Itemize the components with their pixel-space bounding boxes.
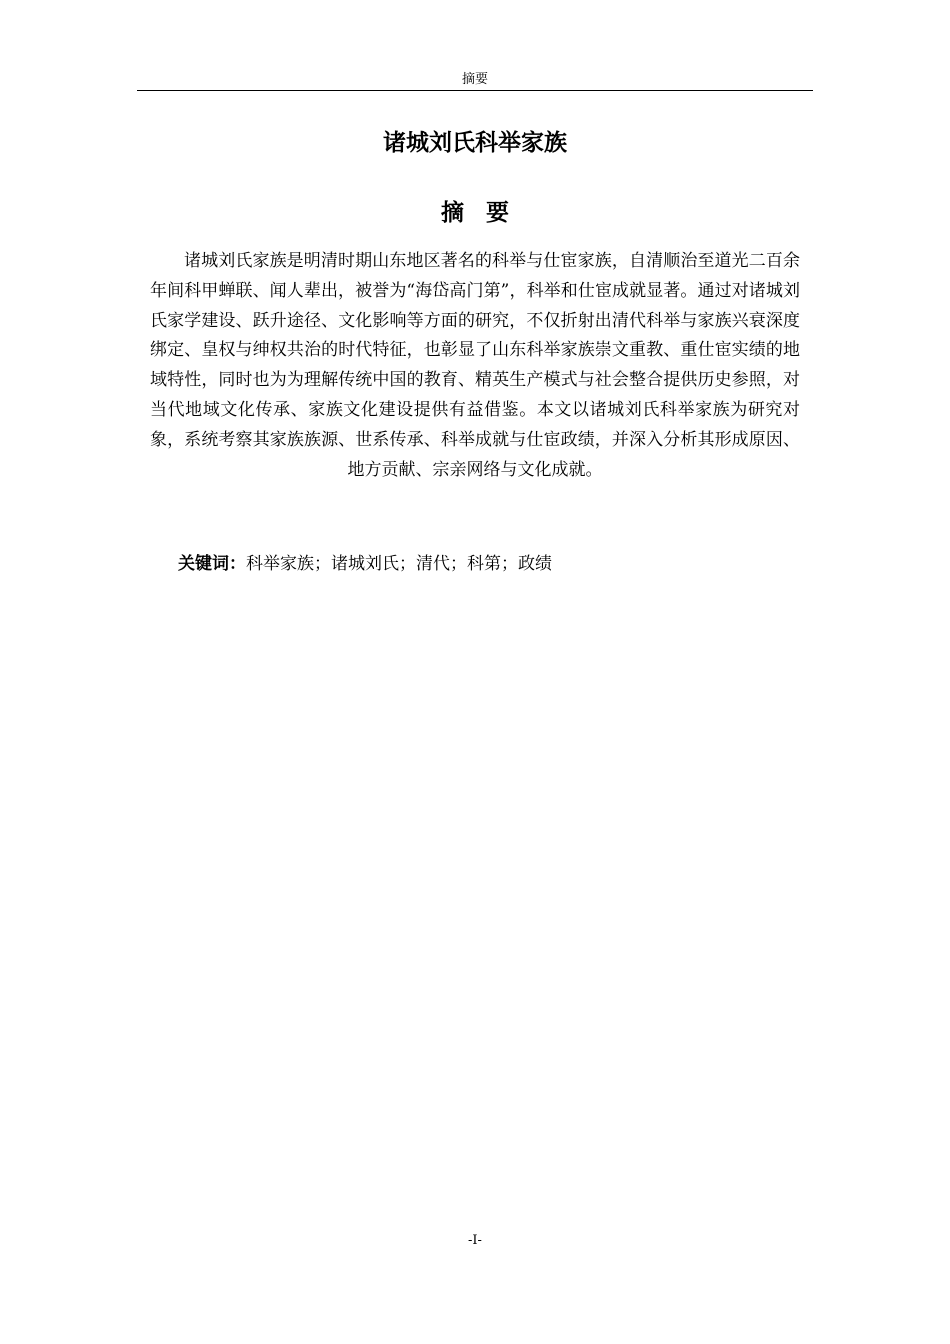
abstract-body: 诸城刘氏家族是明清时期山东地区著名的科举与仕宦家族，自清顺治至道光二百余年间科甲蝉联、闻人辈出，被誉为“海岱高门第”，科举和仕宦成就显著。通过对诸城刘氏家学建设、跃升途径、文化影响等方面的研究，不仅折射出清代科举与家族兴衰深度绑定、皇权与绅权共治的时代特征，也彰显了山东科举家族崇文重教、重仕宦实绩的地域特性，同时也为为理解传统中国的教育、精英生产模式与社会整合提供历史参照，对当代地域文化传承、家族文化建设提供有益借鉴。本文以诸城刘氏科举家族为研究对象，系统考察其家族族源、世系传承、科举成就与仕宦政绩，并深入分析其形成原因、地方贡献、宗亲网络与文化成就。 <box>150 251 800 480</box>
running-header: 摘要 <box>137 70 813 91</box>
keywords-line <box>178 549 798 579</box>
keywords-text: 科举家族；诸城刘氏；清代；科第；政绩 <box>246 554 552 574</box>
document-title: 诸城刘氏科举家族 <box>383 130 567 156</box>
page-number: -I- <box>468 1233 482 1248</box>
abstract-heading: 摘要 <box>441 200 531 226</box>
keywords-label: 关键词： <box>178 554 246 574</box>
